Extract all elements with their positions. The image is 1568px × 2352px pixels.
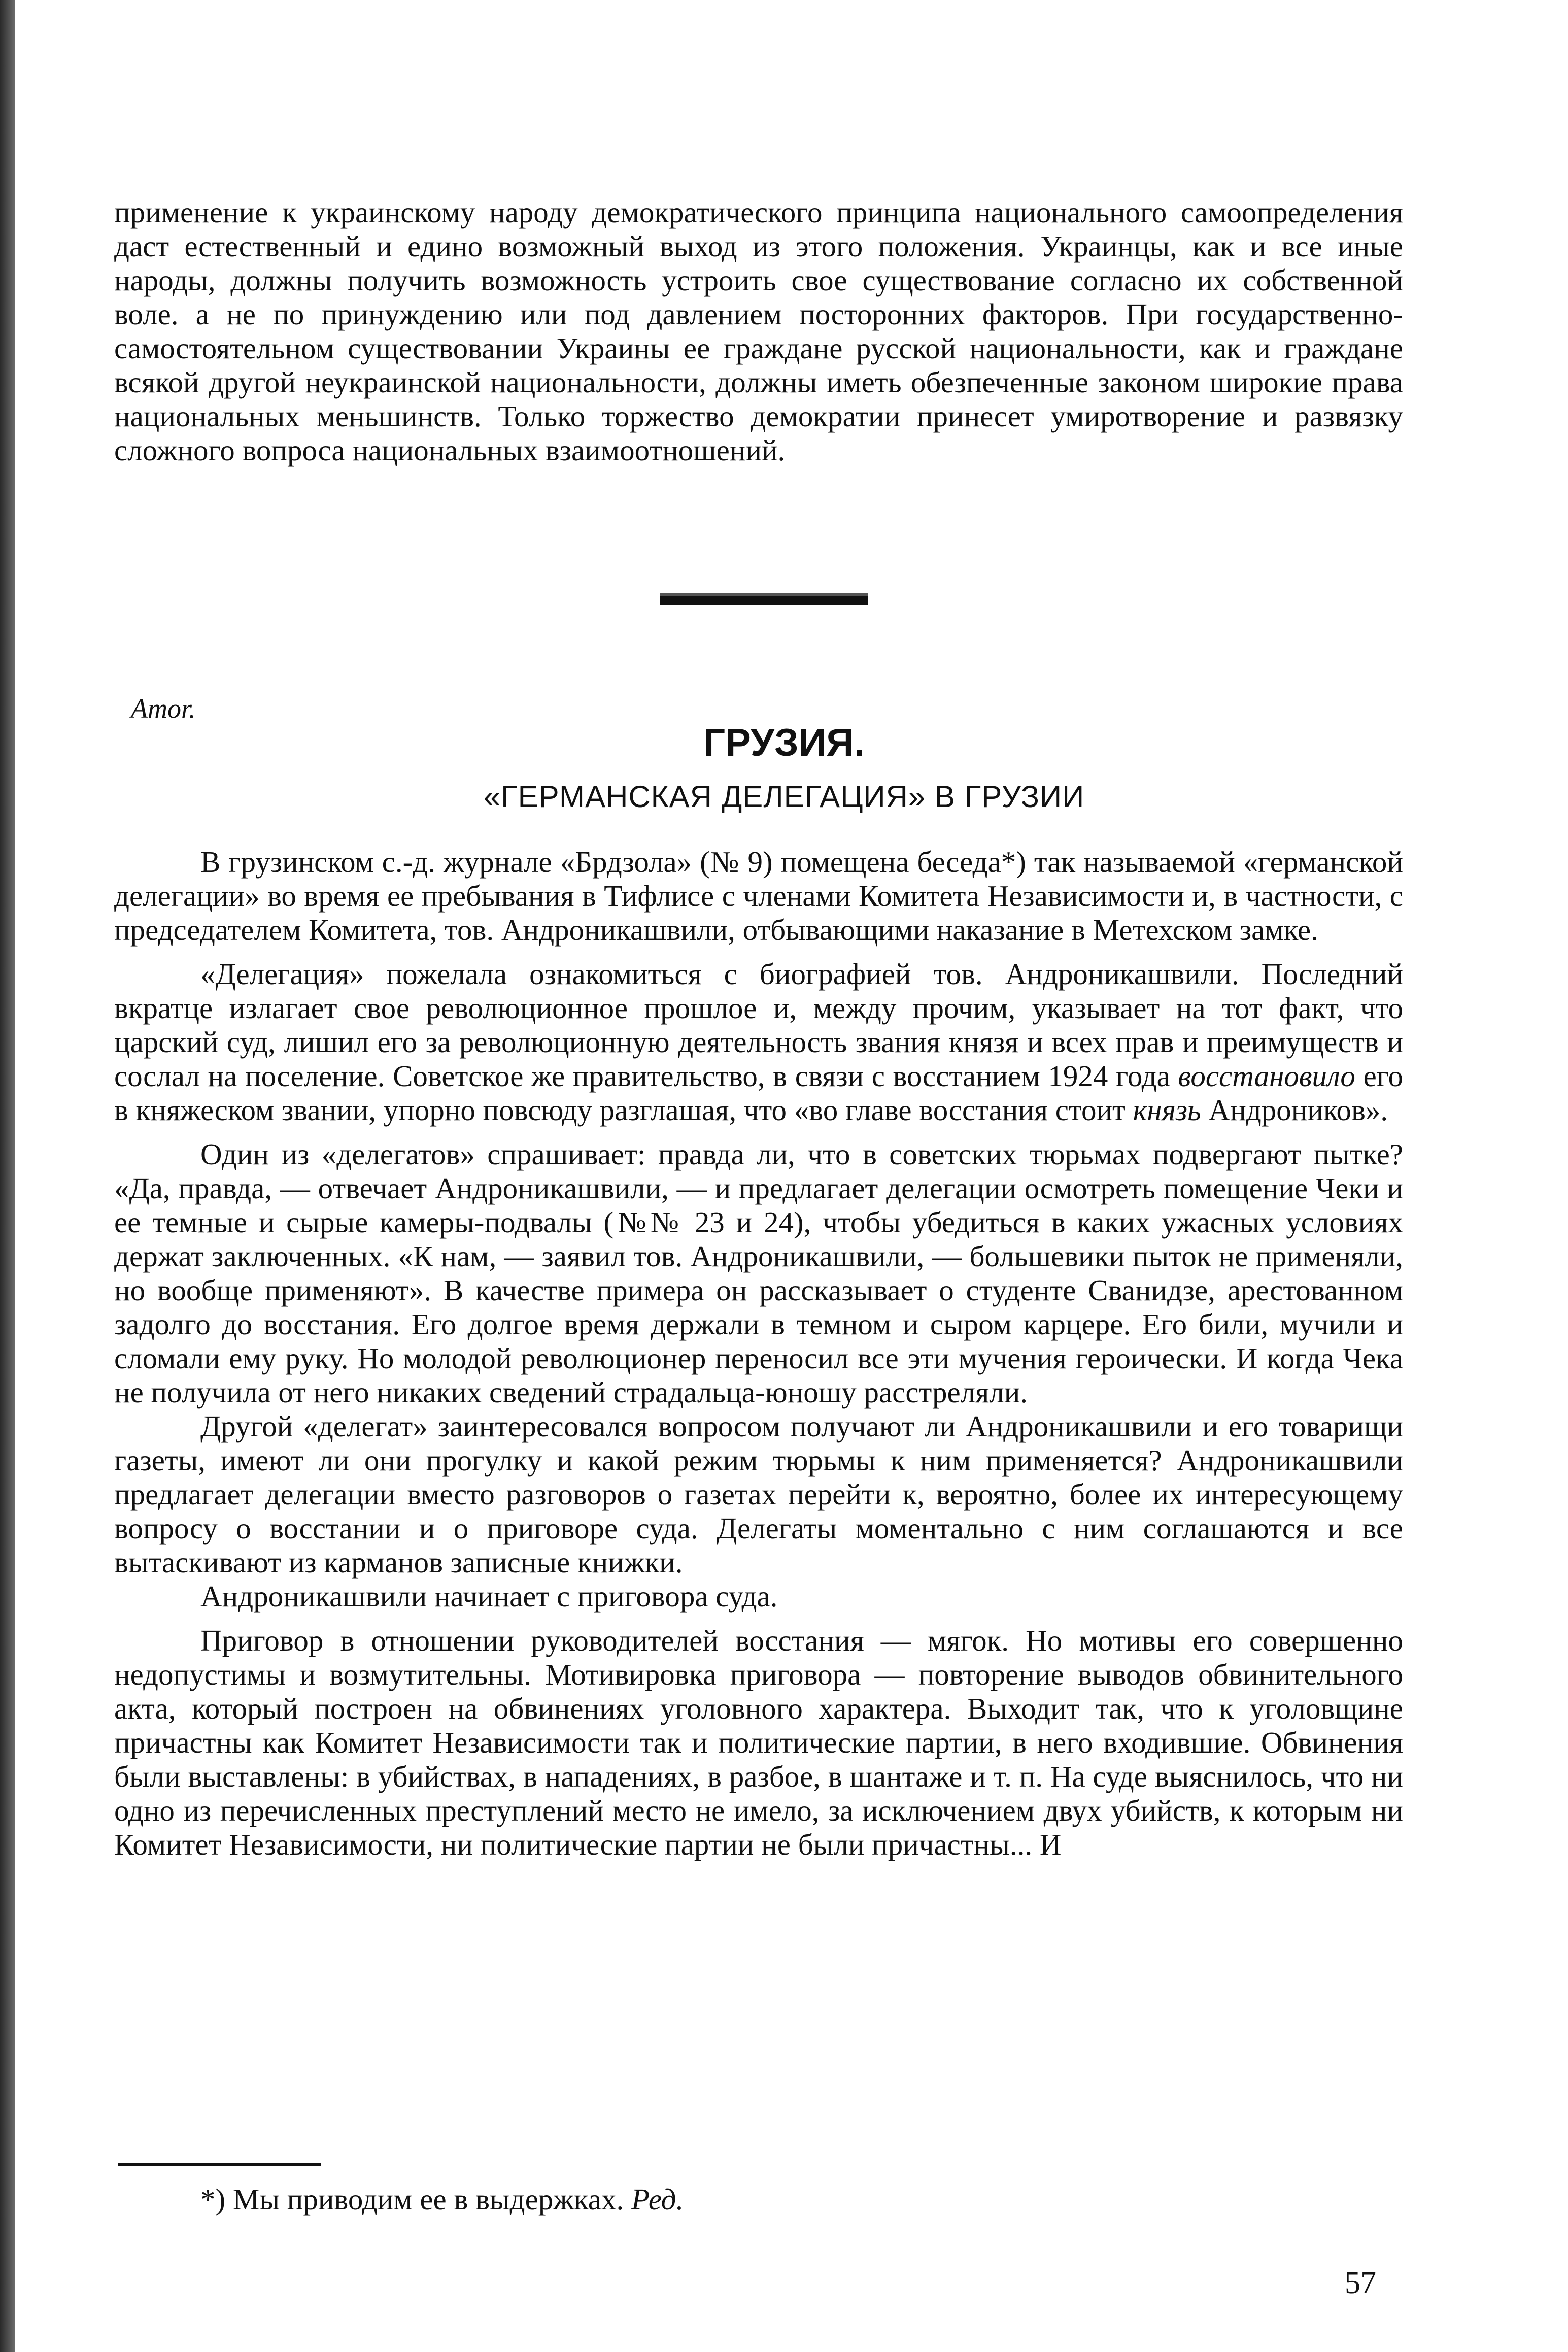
footnote: *) Мы приводим ее в выдержках. Ред.	[200, 2182, 684, 2216]
page-number: 57	[1345, 2266, 1376, 2300]
section-title: ГРУЗИЯ.	[703, 721, 865, 764]
author-signature: Amor.	[131, 693, 196, 724]
paragraph-3: Один из «делегатов» спрашивает: правда ли, что в советских тюрьмах подвергают пытке? «Да, правда, — отвечает Андроникашвили, — и предлагает делегации осмотреть помещение Чеки и ее темные и сырые камеры-подвалы (№№ 23 и 24), чтобы убедиться в каких ужасных условиях держат заключенных. «К нам, — заявил тов. Андроникашвили, — большевики пыток не применяли, но вообще применяют». В качестве примера он рассказывает о студенте Сванидзе, арестованном задолго до восстания. Его долгое время держали в темном и сыром карцере. Его били, мучили и сломали ему руку. Но молодой революционер переносил все эти мучения героически. И когда Чека не получила от него никаких сведений страдальца-юношу расстреляли.	[114, 1137, 1403, 1409]
page-edge-shadow	[0, 0, 15, 2352]
paragraph-1: В грузинском с.-д. журнале «Брдзола» (№ 9) помещена беседа*) так называемой «германской делегации» во время ее пребывания в Тифлисе с членами Комитета Независимости и, в частности, с председателем Комитета, тов. Андроникашвили, отбывающими наказание в Метехском замке.	[114, 845, 1403, 947]
footnote-editor-mark: Ред.	[631, 2182, 684, 2216]
article-body	[114, 845, 1403, 1862]
paragraph-4: Другой «делегат» заинтересовался вопросом получают ли Андроникашвили и его товарищи газеты, имеют ли они прогулку и какой режим тюрьмы к ним применяется? Андроникашвили предлагает делегации вместо разговоров о газетах перейти к, вероятно, более их интересующему вопросу о восстании и о приговоре суда. Делегаты моментально с ним соглашаются и все вытаскивают из карманов записные книжки.	[114, 1409, 1403, 1579]
emphasis-restored: восстановило	[1178, 1059, 1355, 1093]
paragraph-5: Андроникашвили начинает с приговора суда.	[200, 1580, 778, 1613]
intro-paragraph: применение к украинскому народу демократического принципа национального самоопределения даст естественный и едино возможный выход из этого положения. Украинцы, как и все иные народы, должны получить возможность устроить свое существование согласно их собственной воле. а не по принуждению или под давлением посторонних факторов. При государственно-самостоятельном существовании Украины ее граждане русской национальности, как и граждане всякой другой неукраинской национальности, должны иметь обезпеченные законом широкие права национальных меньшинств. Только торжество демократии принесет умиротворение и развязку сложного вопроса национальных взаимоотношений.	[114, 195, 1403, 467]
paragraph-6: Приговор в отношении руководителей восстания — мягок. Но мотивы его совершенно недопустимы и возмутительны. Мотивировка приговора — повторение выводов обвинительного акта, который построен на обвинениях уголовного характера. Выходит так, что к уголовщине причастны как Комитет Независимости так и политические партии, в него входившие. Обвинения были выставлены: в убийствах, в нападениях, в разбое, в шантаже и т. п. На суде выяснилось, что ни одно из перечисленных преступлений место не имело, за исключением двух убийств, к которым ни Комитет Независимости, ни политические партии не были причастны... И	[114, 1624, 1403, 1861]
intro-text	[114, 195, 1403, 467]
paragraph-2: «Делегация» пожелала ознакомиться с биографией тов. Андроникашвили. Последний вкратце излагает свое революционное прошлое и, между прочим, указывает на тот факт, что царский суд, лишил его за революционную деятельность звания князя и всех прав и преимуществ и сослал на поселение. Советское же правительство, в связи с восстанием 1924 года восстановило его в княжеском звании, упорно повсюду разглашая, что «во главе восстания стоит князь Андроников».	[114, 957, 1403, 1127]
article-subtitle: «ГЕРМАНСКАЯ ДЕЛЕГАЦИЯ» В ГРУЗИИ	[483, 780, 1085, 814]
section-divider-ornament	[660, 593, 868, 605]
emphasis-prince: князь	[1133, 1093, 1201, 1127]
footnote-rule	[118, 2163, 321, 2166]
